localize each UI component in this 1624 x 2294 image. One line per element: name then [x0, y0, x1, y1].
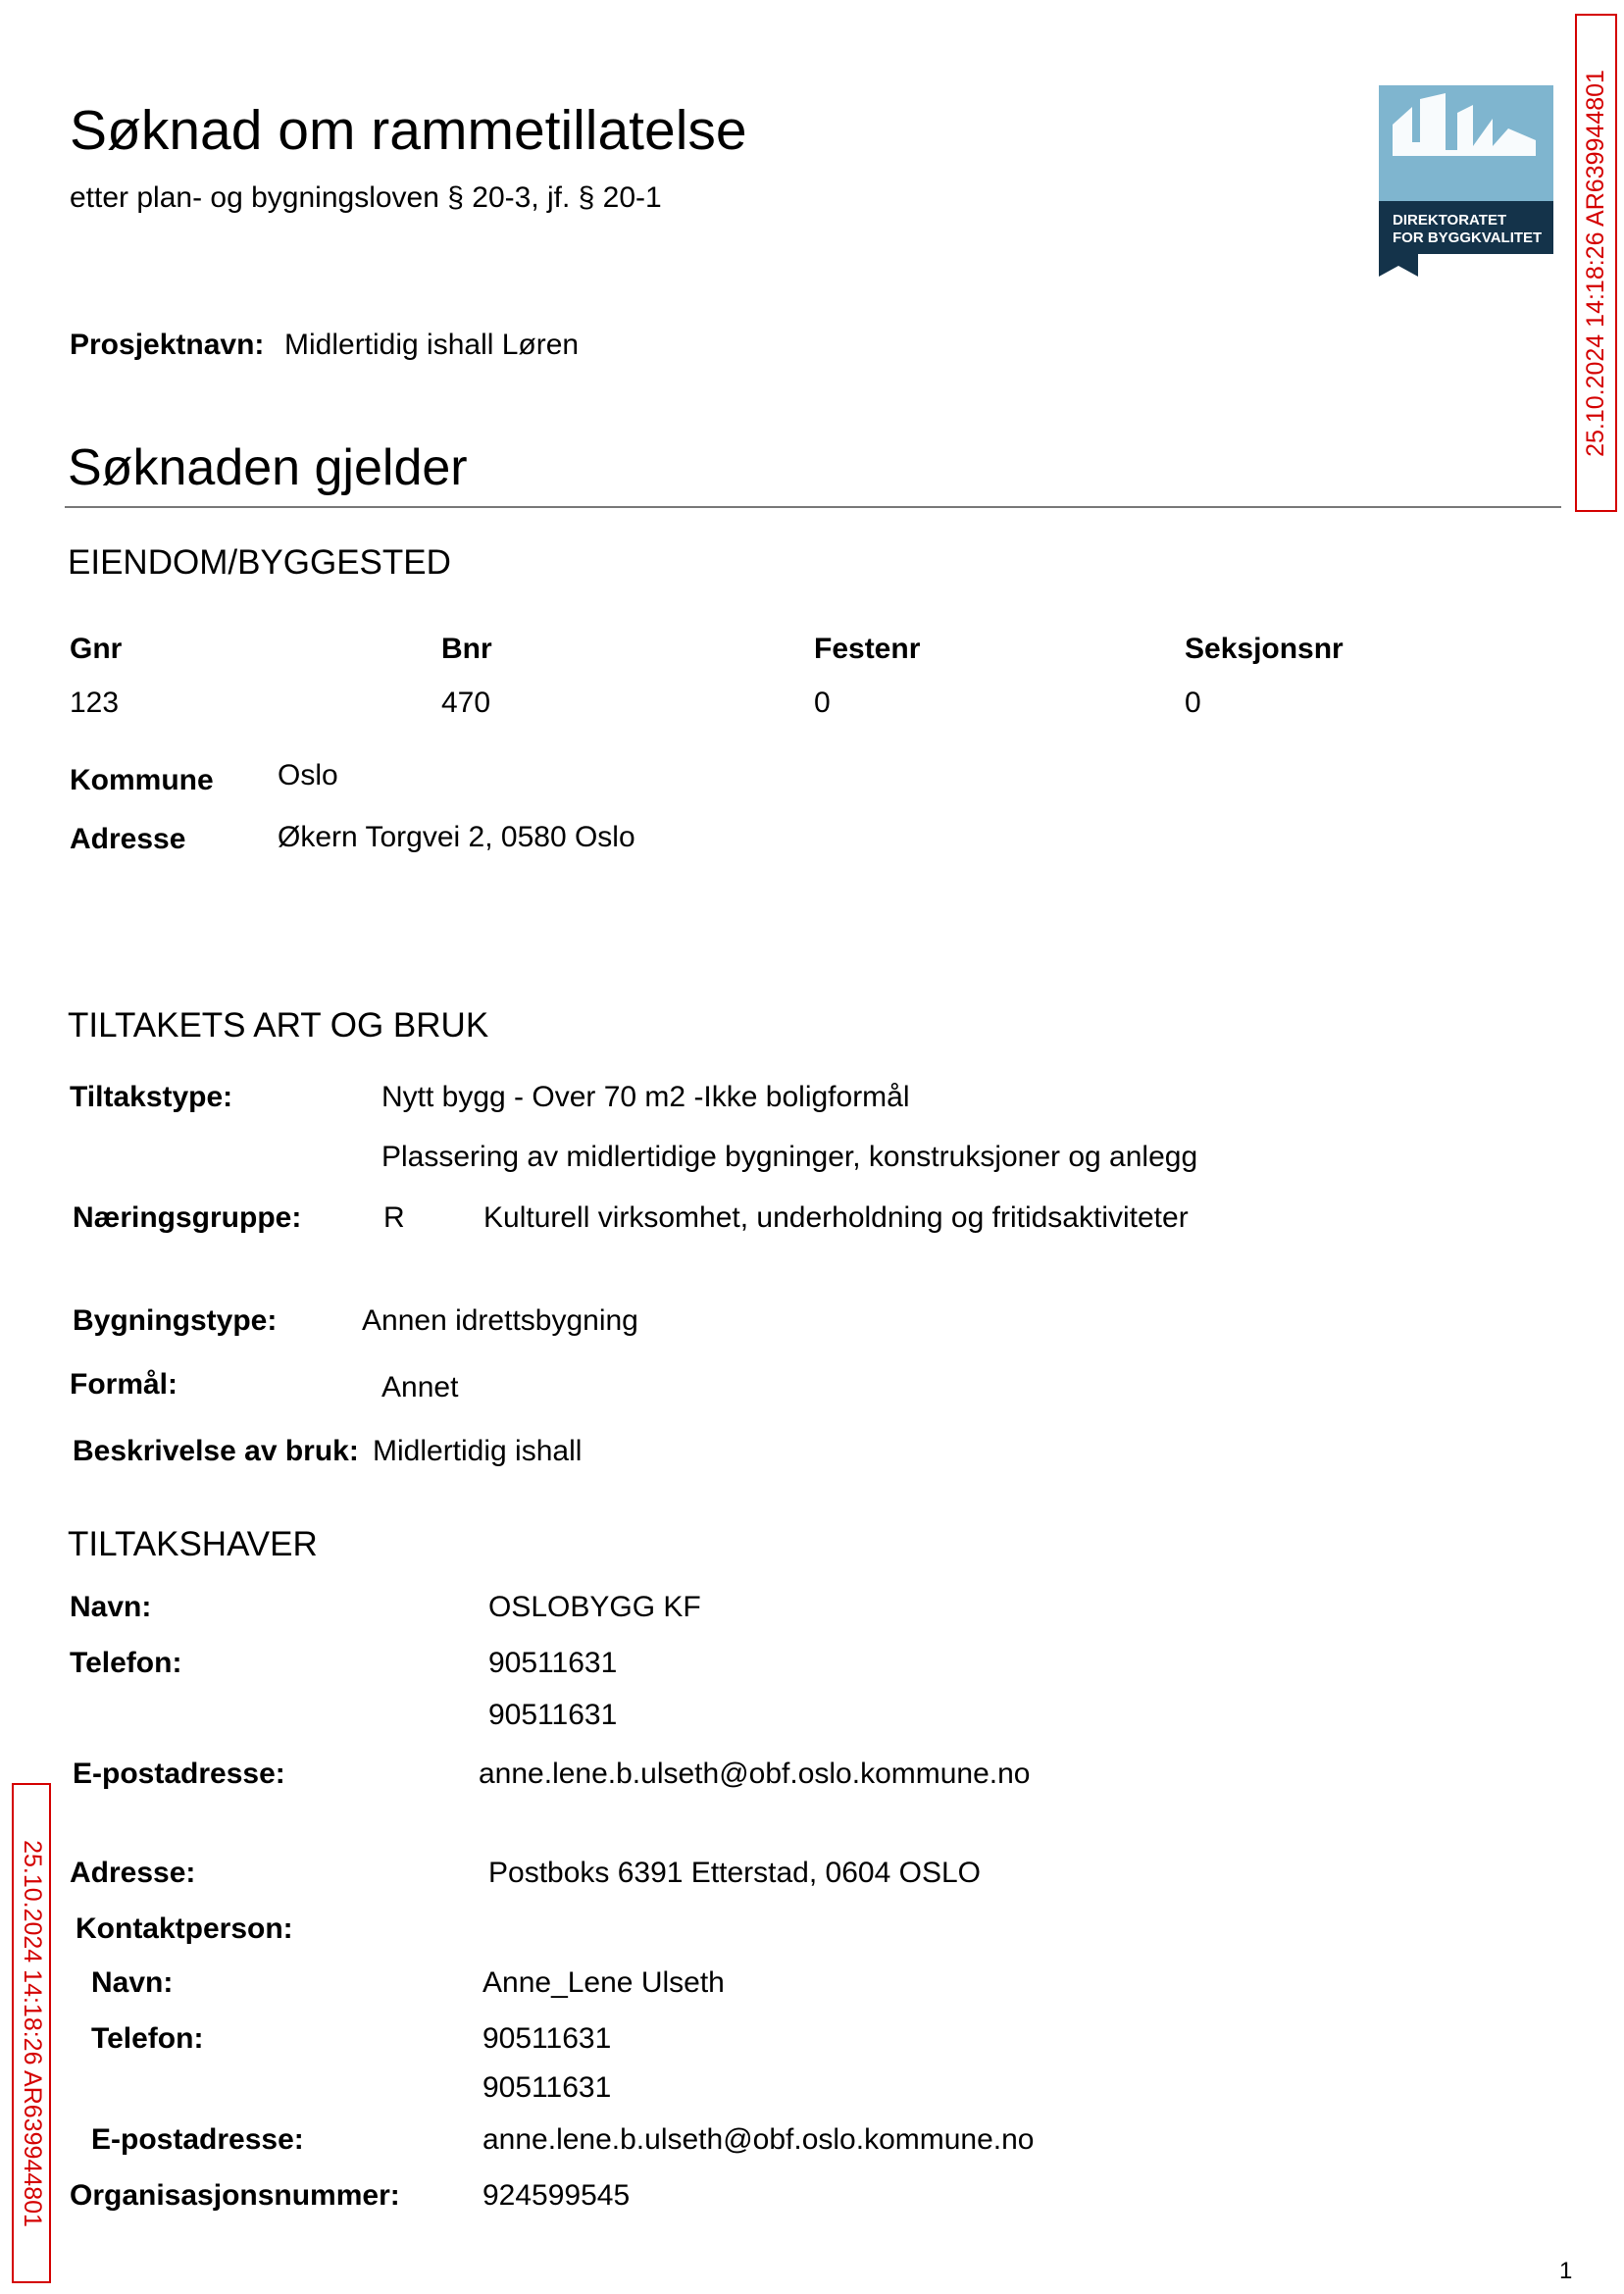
bnr-label: Bnr: [441, 633, 492, 665]
beskrivelse-label: Beskrivelse av bruk:: [73, 1435, 359, 1467]
project-name-value: Midlertidig ishall Løren: [284, 329, 580, 361]
section-title: Søknaden gjelder: [68, 439, 468, 496]
project-name-label: Prosjektnavn:: [70, 329, 265, 361]
bnr-value: 470: [441, 687, 491, 719]
measure-heading: TILTAKETS ART OG BRUK: [68, 1006, 489, 1045]
orgnr-value: 924599545: [482, 2179, 631, 2212]
section-divider: [65, 506, 1561, 508]
dibk-logo: [1379, 85, 1553, 277]
naeringsgruppe-label: Næringsgruppe:: [73, 1201, 302, 1234]
owner-phone-label: Telefon:: [70, 1647, 182, 1679]
naeringsgruppe-code: R: [383, 1201, 405, 1234]
bygningstype-label: Bygningstype:: [73, 1304, 278, 1337]
page-number: 1: [1559, 2258, 1573, 2284]
archive-stamp-top: [1575, 14, 1617, 512]
gnr-label: Gnr: [70, 633, 123, 665]
property-address-label: Adresse: [70, 823, 186, 855]
orgnr-label: Organisasjonsnummer:: [70, 2179, 400, 2212]
contact-phone-value-2: 90511631: [482, 2071, 612, 2104]
contact-name-label: Navn:: [91, 1966, 174, 1999]
gnr-value: 123: [70, 687, 120, 719]
property-heading: EIENDOM/BYGGESTED: [68, 543, 451, 582]
contact-email-value: anne.lene.b.ulseth@obf.oslo.kommune.no: [482, 2123, 1035, 2156]
archive-stamp-text: 25.10.2024 14:18:26 AR639944801: [18, 1839, 46, 2227]
contact-name-value: Anne_Lene Ulseth: [482, 1966, 725, 1999]
festenr-value: 0: [814, 687, 831, 719]
contact-email-label: E-postadresse:: [91, 2123, 304, 2156]
tiltakstype-value-1: Nytt bygg - Over 70 m2 -Ikke boligformål: [381, 1081, 910, 1113]
owner-email-value: anne.lene.b.ulseth@obf.oslo.kommune.no: [479, 1758, 1031, 1790]
document-title: Søknad om rammetillatelse: [70, 99, 747, 162]
owner-heading: TILTAKSHAVER: [68, 1525, 318, 1563]
owner-email-label: E-postadresse:: [73, 1758, 285, 1790]
seksjonsnr-label: Seksjonsnr: [1185, 633, 1344, 665]
archive-stamp-bottom: [12, 1783, 51, 2283]
naeringsgruppe-text: Kulturell virksomhet, underholdning og fritidsaktiviteter: [483, 1201, 1189, 1234]
owner-phone-value-2: 90511631: [488, 1699, 618, 1731]
tiltakstype-label: Tiltakstype:: [70, 1081, 233, 1113]
owner-name-label: Navn:: [70, 1591, 152, 1623]
owner-phone-value-1: 90511631: [488, 1647, 618, 1679]
formal-value: Annet: [381, 1371, 459, 1403]
beskrivelse-value: Midlertidig ishall: [373, 1435, 583, 1467]
owner-address-label: Adresse:: [70, 1857, 196, 1889]
formal-label: Formål:: [70, 1368, 178, 1401]
tiltakstype-value-2: Plassering av midlertidige bygninger, konstruksjoner og anlegg: [381, 1141, 1198, 1173]
contact-phone-label: Telefon:: [91, 2022, 204, 2055]
kommune-label: Kommune: [70, 764, 214, 796]
bygningstype-value: Annen idrettsbygning: [362, 1304, 638, 1337]
festenr-label: Festenr: [814, 633, 921, 665]
archive-stamp-text: 25.10.2024 14:18:26 AR639944801: [1582, 69, 1609, 457]
logo-text-line2: FOR BYGGKVALITET: [1393, 229, 1543, 246]
contact-person-label: Kontaktperson:: [76, 1912, 293, 1945]
document-subtitle: etter plan- og bygningsloven § 20-3, jf. § 20-1: [70, 181, 662, 214]
kommune-value: Oslo: [278, 759, 338, 791]
property-address-value: Økern Torgvei 2, 0580 Oslo: [278, 821, 635, 853]
logo-text-line1: DIREKTORATET: [1393, 212, 1507, 229]
contact-phone-value-1: 90511631: [482, 2022, 612, 2055]
owner-name-value: OSLOBYGG KF: [488, 1591, 701, 1623]
seksjonsnr-value: 0: [1185, 687, 1201, 719]
owner-address-value: Postboks 6391 Etterstad, 0604 OSLO: [488, 1857, 981, 1889]
